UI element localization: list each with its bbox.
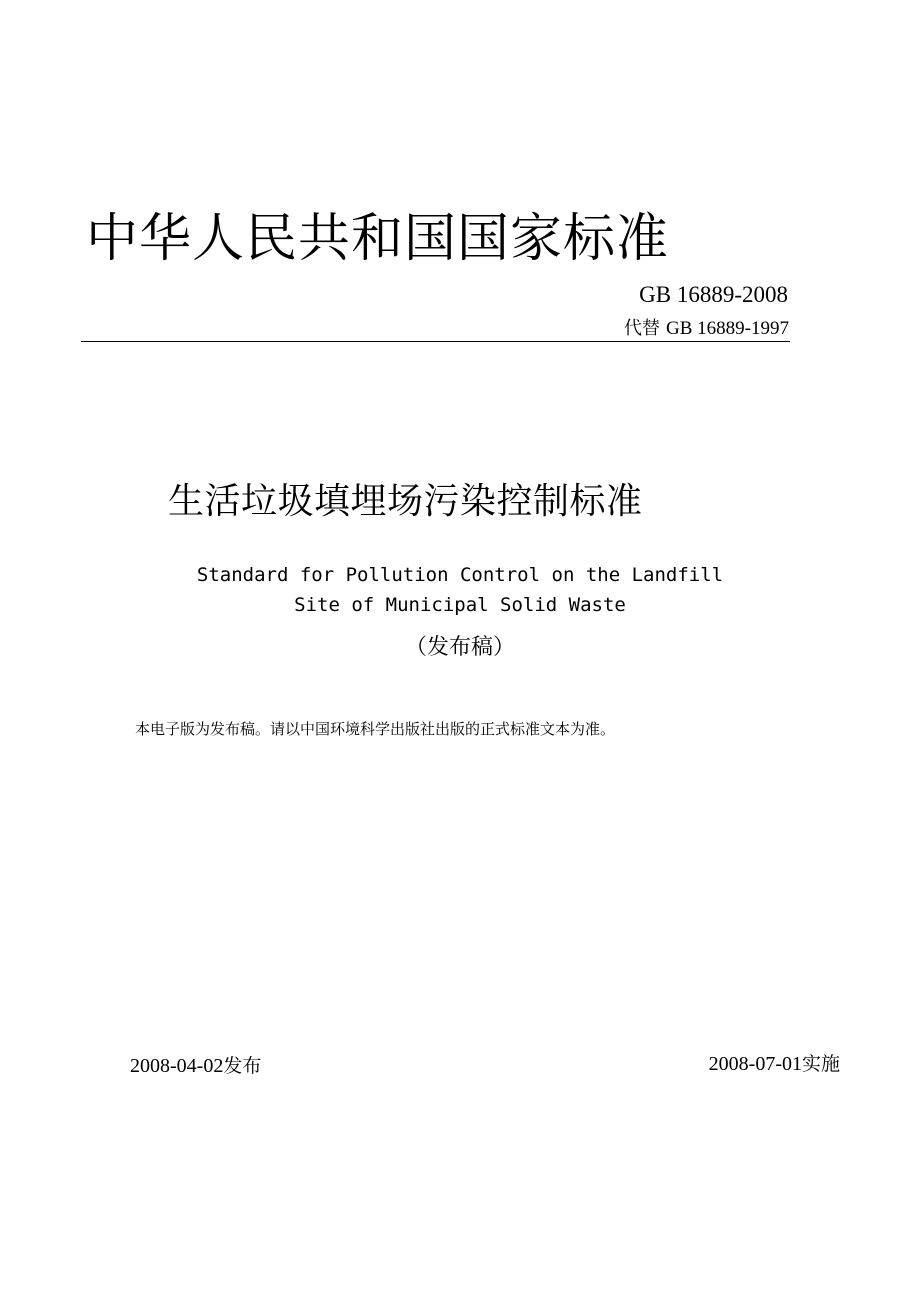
issued-date-line	[130, 1051, 261, 1081]
english-title-line-1: Standard for Pollution Control on the Landfill	[196, 564, 724, 586]
document-title-chinese: 生活垃圾填埋场污染控制标准	[168, 481, 643, 522]
issued-date: 2008-04-02	[130, 1055, 224, 1077]
replaces-line	[624, 316, 789, 342]
standard-number: GB 16889-2008	[639, 282, 788, 307]
document-title-english	[0, 560, 920, 620]
effective-date-line	[709, 1049, 840, 1079]
english-title-line-2: Site of Municipal Solid Waste	[294, 594, 626, 616]
issued-label: 发布	[223, 1055, 262, 1077]
header-divider	[81, 341, 790, 342]
electronic-version-notice: 本电子版为发布稿。请以中国环境科学出版社出版的正式标准文本为准。	[135, 720, 616, 738]
national-standard-heading: 中华人民共和国国家标准	[86, 209, 670, 269]
effective-label: 实施	[801, 1053, 840, 1075]
draft-note: （发布稿）	[404, 635, 515, 660]
replaced-standard-number: GB 16889-1997	[666, 318, 789, 339]
effective-date: 2008-07-01	[708, 1053, 802, 1075]
replaces-label: 代替	[624, 318, 661, 339]
